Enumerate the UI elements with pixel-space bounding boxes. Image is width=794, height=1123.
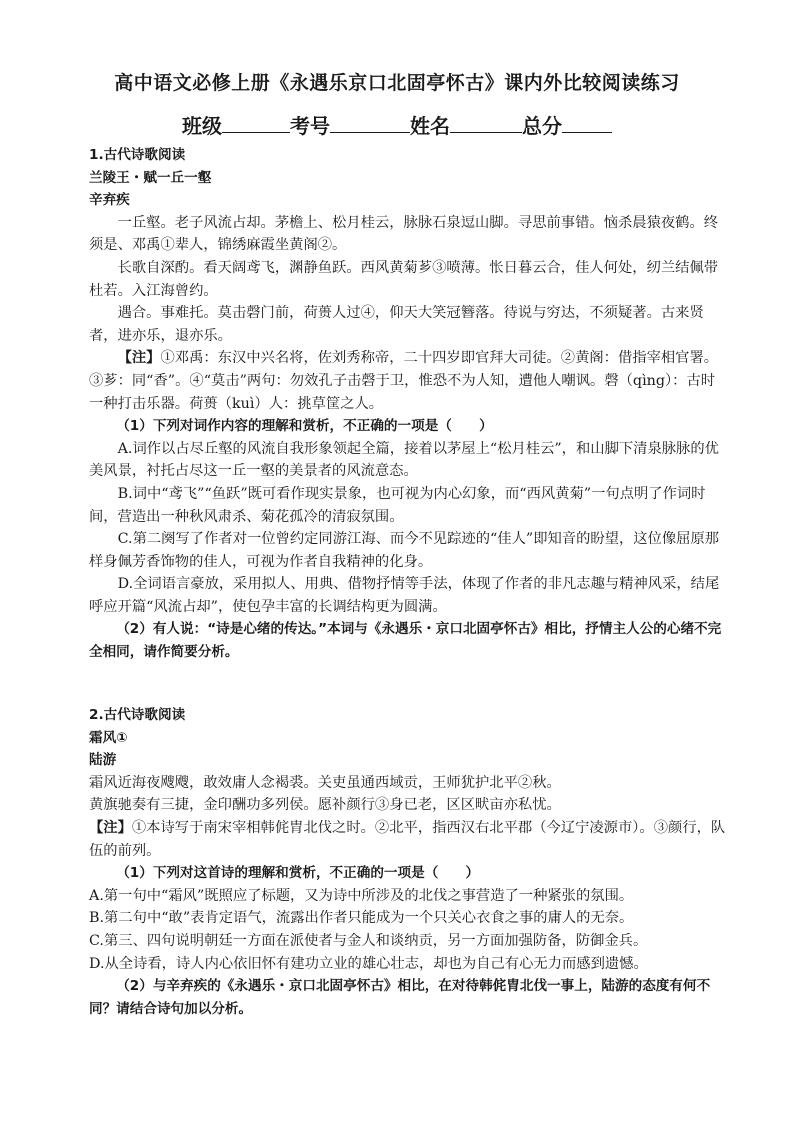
name-blank[interactable] bbox=[450, 114, 522, 133]
question-1-1-stem: （1）下列对词作内容的理解和赏析，不正确的一项是（ ） bbox=[116, 418, 493, 435]
exam-no-blank[interactable] bbox=[330, 114, 410, 133]
class-blank[interactable] bbox=[222, 114, 290, 133]
section-2 bbox=[89, 704, 729, 1020]
poem-2-author: 陆游 bbox=[89, 752, 117, 769]
poem-1-stanza-1: 一丘壑。老子风流占却。茅檐上、松月桂云，脉脉石泉逗山脚。寻思前事错。恼杀晨猿夜鹤。终须是、邓禹①辈人，锦绣麻霞坐黄阁②。 bbox=[89, 214, 719, 254]
poem-2-title: 霜风① bbox=[89, 729, 128, 746]
note-text: ①邓禹：东汉中兴名将，佐刘秀称帝，二十四岁即官拜大司徒。②黄阁：借指宰相官署。③芗：同“香”。④“莫击”两句：勿效孔子击磬于卫，惟恐不为人知，遭他人嘲讽。磬（qìng）：古时一种打击乐器。荷蒉（kuì）人：挑草筐之人。 bbox=[89, 350, 719, 412]
option-c[interactable]: C.第二阕写了作者对一位曾约定同游江海、而今不见踪迹的“佳人”即知音的盼望，这位像屈原那样身佩芳香饰物的佳人，可视为作者自我精神的化身。 bbox=[89, 531, 720, 570]
poem-2-line-1: 霜风近海夜飕飕，敢效庸人念褐裘。关吏虽通西域贡，王师犹护北平②秋。 bbox=[89, 774, 561, 791]
option-d[interactable]: D.从全诗看，诗人内心依旧怀有建功立业的雄心壮志，却也为自己有心无力而感到遗憾。 bbox=[89, 955, 648, 972]
poem-1-stanza-3: 遇合。事难托。莫击磬门前，荷蒉人过④，仰天大笑冠簪落。待说与穷达，不须疑著。古来贤者，进亦乐，退亦乐。 bbox=[89, 305, 704, 344]
option-b[interactable]: B.第二句中“敢”表肯定语气，流露出作者只能成为一个只关心衣食之事的庸人的无奈。 bbox=[89, 910, 634, 927]
option-a[interactable]: A.词作以占尽丘壑的风流自我形象领起全篇，接着以茅屋上“松月桂云”，和山脚下清泉脉脉的优美风景，衬托占尽这一丘一壑的美景者的风流意态。 bbox=[89, 440, 719, 480]
note-tag: 【注】 bbox=[89, 819, 132, 836]
section-2-heading: 2.古代诗歌阅读 bbox=[89, 707, 186, 723]
poem-2-note bbox=[89, 817, 729, 862]
option-d[interactable]: D.全词语言豪放，采用拟人、用典、借物抒情等手法，体现了作者的非凡志趣与精神风采，结尾呼应开篇“风流占却”，使包孕丰富的长调结构更为圆满。 bbox=[89, 576, 720, 615]
page-title: 高中语文必修上册《永遇乐京口北固亭怀古》课内外比较阅读练习 bbox=[114, 72, 680, 94]
option-b[interactable]: B.词中“鸢飞”“鱼跃”既可看作现实景象，也可视为内心幻象，而“西风黄菊”一句点明了作词时间，营造出一种秋风肃杀、菊花孤冷的清寂氛围。 bbox=[89, 485, 706, 525]
poem-1-stanza-2: 长歌自深酌。看天阔鸢飞，渊静鱼跃。西风黄菊芗③喷薄。怅日暮云合，佳人何处，纫兰结佩带杜若。入江海曾约。 bbox=[89, 259, 719, 299]
option-a[interactable]: A.第一句中“霜风”既照应了标题，又为诗中所涉及的北伐之事营造了一种紧张的氛围。 bbox=[89, 887, 634, 904]
student-info-line bbox=[0, 110, 794, 139]
poem-2-line-2: 黄旗驰奏有三捷，金印酬功多列侯。愿补颜行③身已老，区区畎亩亦私忧。 bbox=[89, 797, 561, 814]
question-2-2-stem: （2）与辛弃疾的《永遇乐・京口北固亭怀古》相比，在对待韩侂胄北伐一事上，陆游的态度有何不同？请结合诗句加以分析。 bbox=[89, 978, 711, 1017]
score-label: 总分 bbox=[522, 114, 562, 138]
poem-1-note bbox=[89, 347, 729, 415]
option-c[interactable]: C.第三、四句说明朝廷一方面在派使者与金人和谈纳贡，另一方面加强防备，防御金兵。 bbox=[89, 932, 648, 949]
note-tag: 【注】 bbox=[117, 350, 161, 367]
note-text: ①本诗写于南宋宰相韩侂胄北伐之时。②北平，指西汉右北平郡（今辽宁凌源市）。③颜行，队伍的前列。 bbox=[89, 819, 726, 859]
exam-no-label: 考号 bbox=[290, 114, 330, 138]
class-label: 班级 bbox=[182, 114, 222, 138]
question-2-1-stem: （1）下列对这首诗的理解和赏析，不正确的一项是（ ） bbox=[116, 865, 480, 882]
poem-1-title: 兰陵王・赋一丘一壑 bbox=[89, 169, 212, 186]
score-blank[interactable] bbox=[562, 114, 612, 133]
section-1-heading: 1.古代诗歌阅读 bbox=[89, 147, 186, 163]
section-1 bbox=[89, 144, 729, 664]
question-1-2-stem: （2）有人说：“诗是心绪的传达。”本词与《永遇乐・京口北固亭怀古》相比，抒情主人公的心绪不完全相同，请作简要分析。 bbox=[89, 621, 722, 661]
name-label: 姓名 bbox=[410, 114, 450, 138]
poem-1-author: 辛弃疾 bbox=[89, 192, 130, 209]
